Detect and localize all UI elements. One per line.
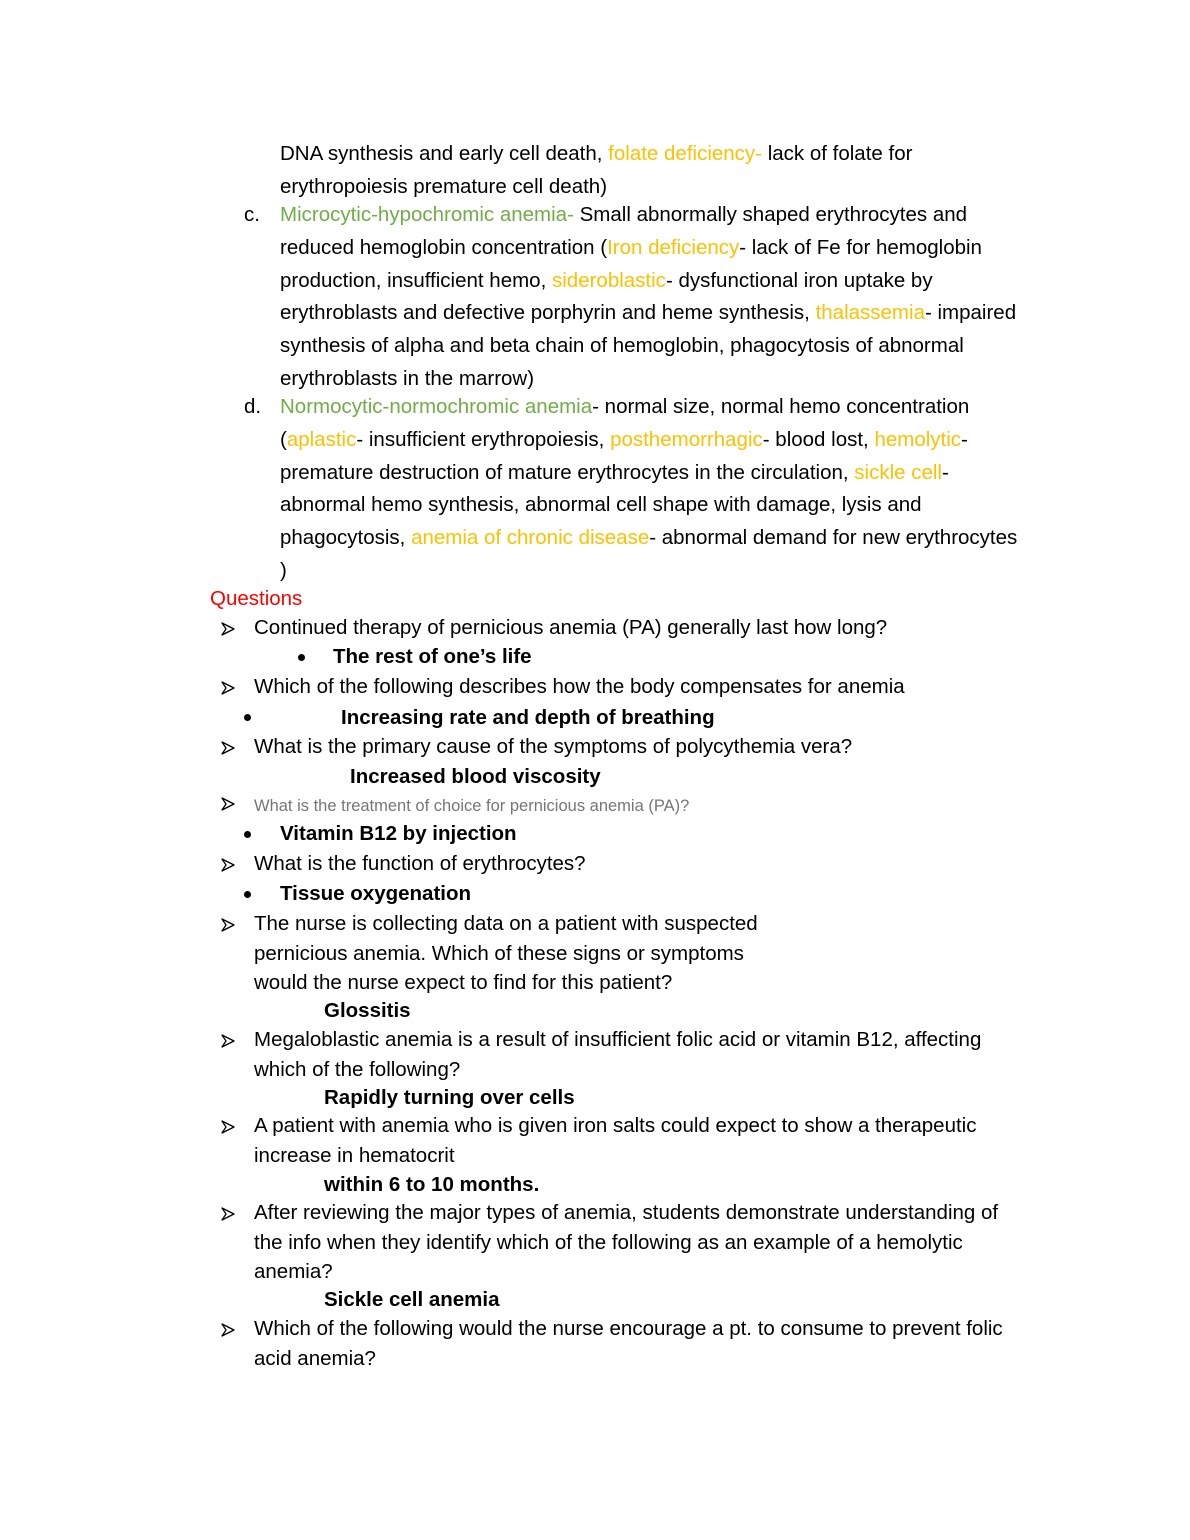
item-c-line-1: Microcytic-hypochromic anemia- Small abnormally shaped erythrocytes and [280,203,968,226]
question-6-line-1: The nurse is collecting data on a patient with suspected [254,912,758,935]
answer-9: Sickle cell anemia [324,1288,500,1311]
answer-5: Tissue oxygenation [280,882,472,905]
item-c-line-2: reduced hemoglobin concentration (Iron deficiency- lack of Fe for hemoglobin [280,236,982,259]
answer-3: Increased blood viscosity [350,765,601,788]
item-d-line-3: premature destruction of mature erythrocytes in the circulation, sickle cell- [280,461,949,484]
questions-heading: Questions [210,587,303,610]
top-text-line-2: erythropoiesis premature cell death) [280,175,608,198]
list-marker-c: c. [244,203,260,226]
question-9-line-3: anemia? [254,1260,333,1283]
item-d-line-6: ) [280,559,287,582]
question-9-line-2: the info when they identify which of the following as an example of a hemolytic [254,1231,963,1254]
item-c-line-4: erythroblasts and defective porphyrin and heme synthesis, thalassemia- impaired [280,301,1017,324]
item-c-line-5: synthesis of alpha and beta chain of hemoglobin, phagocytosis of abnormal [280,334,964,357]
question-9-line-1: After reviewing the major types of anemia, students demonstrate understanding of [254,1201,999,1224]
answer-1: The rest of one’s life [333,645,532,668]
arrow-bullet-icon [221,918,235,932]
answer-7: Rapidly turning over cells [324,1086,575,1109]
arrow-bullet-icon [221,741,235,755]
item-d-line-4: abnormal hemo synthesis, abnormal cell shape with damage, lysis and [280,493,922,516]
arrow-bullet-icon [221,797,235,811]
bullet-dot-icon [244,714,251,721]
question-8-line-1: A patient with anemia who is given iron salts could expect to show a therapeutic [254,1114,977,1137]
arrow-bullet-icon [221,622,235,636]
arrow-bullet-icon [221,1120,235,1134]
question-7-line-2: which of the following? [254,1058,461,1081]
arrow-bullet-icon [221,1207,235,1221]
question-4: What is the treatment of choice for pernicious anemia (PA)? [254,797,690,815]
question-10-line-2: acid anemia? [254,1347,376,1370]
bullet-dot-icon [244,831,251,838]
arrow-bullet-icon [221,858,235,872]
bullet-dot-icon [298,654,305,661]
item-d-line-1: Normocytic-normochromic anemia- normal size, normal hemo concentration [280,395,970,418]
question-7-line-1: Megaloblastic anemia is a result of insufficient folic acid or vitamin B12, affecting [254,1028,982,1051]
question-5: What is the function of erythrocytes? [254,852,586,875]
item-c-line-3: production, insufficient hemo, sideroblastic- dysfunctional iron uptake by [280,269,933,292]
question-10-line-1: Which of the following would the nurse encourage a pt. to consume to prevent folic [254,1317,1003,1340]
question-3: What is the primary cause of the symptoms of polycythemia vera? [254,735,853,758]
question-6-line-3: would the nurse expect to find for this patient? [254,971,673,994]
question-1: Continued therapy of pernicious anemia (PA) generally last how long? [254,616,888,639]
arrow-bullet-icon [221,1034,235,1048]
item-d-line-2: (aplastic- insufficient erythropoiesis, posthemorrhagic- blood lost, hemolytic- [280,428,968,451]
answer-2: Increasing rate and depth of breathing [341,706,715,729]
bullet-dot-icon [244,891,251,898]
arrow-bullet-icon [221,681,235,695]
top-text-line-1: DNA synthesis and early cell death, folate deficiency- lack of folate for [280,142,913,165]
question-6-line-2: pernicious anemia. Which of these signs or symptoms [254,942,744,965]
question-8-line-2: increase in hematocrit [254,1144,455,1167]
arrow-bullet-icon [221,1323,235,1337]
answer-8: within 6 to 10 months. [324,1173,540,1196]
item-d-line-5: phagocytosis, anemia of chronic disease- abnormal demand for new erythrocytes [280,526,1018,549]
answer-4: Vitamin B12 by injection [280,822,517,845]
question-2: Which of the following describes how the body compensates for anemia [254,675,905,698]
item-c-line-6: erythroblasts in the marrow) [280,367,535,390]
list-marker-d: d. [244,395,262,418]
answer-6: Glossitis [324,999,411,1022]
